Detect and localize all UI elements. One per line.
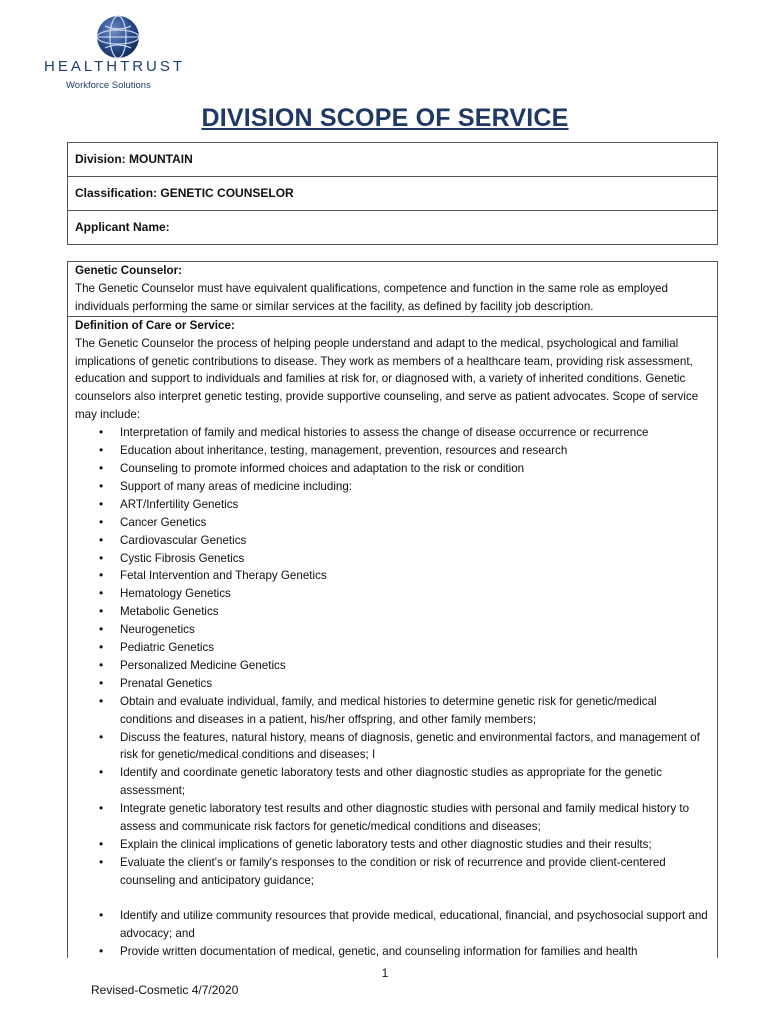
list-item: • Support of many areas of medicine including: bbox=[75, 478, 710, 496]
genetic-counselor-heading: Genetic Counselor: bbox=[75, 264, 182, 277]
list-item: • Neurogenetics bbox=[75, 621, 710, 639]
list-item: • Fetal Intervention and Therapy Genetics bbox=[75, 567, 710, 585]
logo-wordmark: HEALTHTRUST bbox=[44, 58, 186, 75]
page-title: DIVISION SCOPE OF SERVICE bbox=[201, 104, 569, 132]
list-item: • Explain the clinical implications of genetic laboratory tests and other diagnostic studies and their results; bbox=[75, 836, 710, 854]
list-item: • Integrate genetic laboratory test results and other diagnostic studies with personal and family medical history to assess and communicate risk factors for genetic/medical conditions and diseases; bbox=[75, 800, 710, 836]
list-item: • Prenatal Genetics bbox=[75, 675, 710, 693]
list-item: • Discuss the features, natural history, means of diagnosis, genetic and environmental factors, and management of risk for genetic/medical conditions and diseases; I bbox=[75, 729, 710, 765]
logo-subtitle: Workforce Solutions bbox=[66, 80, 151, 91]
list-item: • Personalized Medicine Genetics bbox=[75, 657, 710, 675]
list-item: • Pediatric Genetics bbox=[75, 639, 710, 657]
scope-bullet-list bbox=[75, 424, 710, 958]
classification-row: Classification: GENETIC COUNSELOR bbox=[68, 177, 717, 211]
list-item: • Interpretation of family and medical histories to assess the change of disease occurrence or recurrence bbox=[75, 424, 710, 442]
list-item: • Education about inheritance, testing, management, prevention, resources and research bbox=[75, 442, 710, 460]
definition-section bbox=[68, 317, 717, 958]
list-item: • Cancer Genetics bbox=[75, 514, 710, 532]
revision-footer: Revised-Cosmetic 4/7/2020 bbox=[91, 983, 239, 997]
list-item: • Hematology Genetics bbox=[75, 585, 710, 603]
list-item: • ART/Infertility Genetics bbox=[75, 496, 710, 514]
definition-heading: Definition of Care or Service: bbox=[75, 318, 235, 332]
list-item: • Obtain and evaluate individual, family, and medical histories to determine genetic risk for genetic/medical conditions and diseases in a patient, his/her offspring, and other family members; bbox=[75, 693, 710, 729]
globe-logo-icon bbox=[95, 14, 141, 60]
list-item: • Cardiovascular Genetics bbox=[75, 532, 710, 550]
list-item: • Evaluate the client's or family's responses to the condition or risk of recurrence and provide client-centered counseling and anticipatory guidance; bbox=[75, 854, 710, 890]
list-item: • Identify and coordinate genetic laboratory tests and other diagnostic studies as appropriate for the genetic assessment; bbox=[75, 764, 710, 800]
applicant-name-row: Applicant Name: bbox=[75, 220, 170, 234]
definition-text: The Genetic Counselor the process of helping people understand and adapt to the medical, psychological and familial implications of genetic contributions to disease. They work as members of a healthcare team, providing risk assessment, education and support to individuals and families at risk for, or diagnosed with, a variety of inherited conditions. Genetic counselors also interpret genetic testing, provide supportive counseling, and serve as patient advocates. Scope of service may include: bbox=[75, 336, 699, 422]
list-item: • Identify and utilize community resources that provide medical, educational, financial, and psychosocial support and advocacy; and bbox=[75, 907, 710, 943]
list-item: • Metabolic Genetics bbox=[75, 603, 710, 621]
division-row: Division: MOUNTAIN bbox=[68, 143, 717, 177]
genetic-counselor-text: The Genetic Counselor must have equivalent qualifications, competence and function in the same role as employed individuals performing the same or similar services at the facility, as defined by facility job description. bbox=[75, 281, 668, 313]
list-item: • Provide written documentation of medical, genetic, and counseling information for families and health bbox=[75, 943, 710, 958]
list-item: • Counseling to promote informed choices and adaptation to the risk or condition bbox=[75, 460, 710, 478]
scope-box bbox=[67, 261, 718, 958]
info-table bbox=[67, 142, 718, 245]
healthtrust-logo bbox=[44, 14, 194, 94]
genetic-counselor-section bbox=[68, 262, 717, 317]
list-item: • Cystic Fibrosis Genetics bbox=[75, 550, 710, 568]
page-number: 1 bbox=[381, 966, 389, 980]
